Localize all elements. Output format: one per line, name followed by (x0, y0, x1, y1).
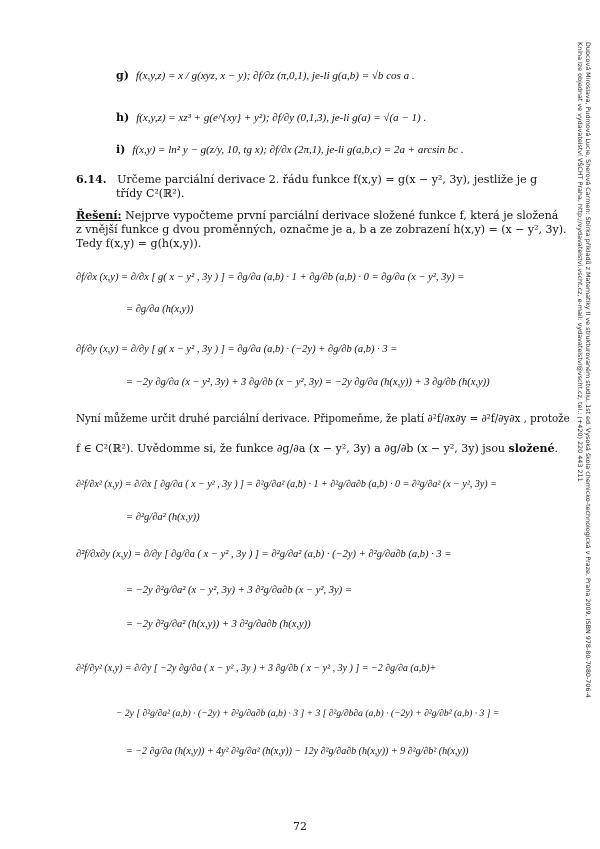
problem-i-text: f(x,y) = ln² y − g(z/y, 10, tg x); ∂f/∂x (2π,1), je-li g(a,b,c) = 2a + arcsin bc . (132, 144, 464, 156)
citation-line-1: Dubcová Miroslava, Pudmová Lucie, Sherová Carmen: Sbírka příkladů z Matematiky II ve strukturovaném studiu, 1st ed. Vysoká škola chemicko-technologická v Praze, Praha 2009, ISBN 978-80-7080-706-4 (584, 42, 592, 698)
problem-i-label: i) (116, 143, 126, 156)
solution-label: Řešení: (76, 209, 122, 222)
composed-text: f ∈ C²(ℝ²). Uvědomme si, že funkce ∂g/∂a (x − y², 3y) a ∂g/∂b (x − y², 3y) jsou (76, 442, 509, 455)
solution-text-1: Nejprve vypočteme první parciální derivace složené funkce f, která je složená (121, 209, 559, 222)
exercise-line-1 (76, 173, 537, 187)
equation-d2f-dx2-result: = ∂²g/∂a² (h(x,y)) (126, 512, 200, 523)
equation-d2f-dxdy-line2: = −2y ∂²g/∂a² (x − y², 3y) + 3 ∂²g/∂a∂b (x − y², 3y) = (126, 585, 352, 596)
equation-d2f-dy2: ∂²f/∂y² (x,y) = ∂/∂y [ −2y ∂g/∂a ( x − y² , 3y ) + 3 ∂g/∂b ( x − y² , 3y ) ] = −2 ∂g/∂a (a,b)+ (76, 663, 437, 674)
composed-period: . (554, 442, 558, 455)
problem-g (116, 69, 415, 83)
exercise-number: 6.14. (76, 173, 107, 186)
equation-d2f-dx2: ∂²f/∂x² (x,y) = ∂/∂x [ ∂g/∂a ( x − y² , 3y ) ] = ∂²g/∂a² (a,b) · 1 + ∂²g/∂a∂b (a,b) · 0 = ∂²g/∂a² (x − y², 3y) = (76, 479, 497, 490)
exercise-text-1: Určeme parciální derivace 2. řádu funkce f(x,y) = g(x − y², 3y), jestliže je g (117, 173, 538, 186)
problem-h (116, 111, 426, 125)
problem-i (116, 143, 464, 157)
problem-g-label: g) (116, 69, 129, 82)
page-number: 72 (293, 820, 307, 833)
equation-d2f-dxdy-result: = −2y ∂²g/∂a² (h(x,y)) + 3 ∂²g/∂a∂b (h(x,y)) (126, 619, 311, 630)
solution-text-2: z vnější funkce g dvou proměnných, označme je a, b a ze zobrazení h(x,y) = (x − y², 3y). (76, 223, 567, 236)
equation-d2f-dxdy: ∂²f/∂x∂y (x,y) = ∂/∂y [ ∂g/∂a ( x − y² , 3y ) ] = ∂²g/∂a² (a,b) · (−2y) + ∂²g/∂a∂b (a,b) · 3 = (76, 549, 452, 560)
citation-line-2: Kniha lze objednat ve vydavatelství VŠCHT Praha, http://vydavatelstvi.vscht.cz, e-mail: vydavatelstvi@vscht.cz, tel.: (+420) 220 443 211 (576, 42, 584, 482)
solution-text-3: Tedy f(x,y) = g(h(x,y)). (76, 237, 202, 250)
equation-df-dx-result: = ∂g/∂a (h(x,y)) (126, 304, 194, 315)
solution-line-1 (76, 209, 558, 223)
equation-d2f-dy2-line2: − 2y [ ∂²g/∂a² (a,b) · (−2y) + ∂²g/∂a∂b (a,b) · 3 ] + 3 [ ∂²g/∂b∂a (a,b) · (−2y) + ∂²g/∂b² (a,b) · 3 ] = (116, 708, 500, 719)
problem-h-label: h) (116, 111, 130, 124)
equation-d2f-dy2-result: = −2 ∂g/∂a (h(x,y)) + 4y² ∂²g/∂a² (h(x,y)) − 12y ∂²g/∂a∂b (h(x,y)) + 9 ∂²g/∂b² (h(x,y)) (126, 746, 469, 757)
paragraph-mixed-derivatives: Nyní můžeme určit druhé parciální derivace. Připomeňme, že platí ∂²f/∂x∂y = ∂²f/∂y∂x , protože (76, 412, 570, 425)
equation-df-dy-result: = −2y ∂g/∂a (x − y², 3y) + 3 ∂g/∂b (x − y², 3y) = −2y ∂g/∂a (h(x,y)) + 3 ∂g/∂b (h(x,y)) (126, 377, 490, 388)
exercise-text-2: třídy C²(ℝ²). (116, 187, 185, 200)
paragraph-composed-functions (76, 442, 558, 456)
citation-sidebar (576, 42, 596, 698)
composed-bold-word: složené (508, 442, 555, 455)
equation-df-dx: ∂f/∂x (x,y) = ∂/∂x [ g( x − y² , 3y ) ] = ∂g/∂a (a,b) · 1 + ∂g/∂b (a,b) · 0 = ∂g/∂a (x − y², 3y) = (76, 272, 465, 283)
problem-g-text: f(x,y,z) = x / g(xyz, x − y); ∂f/∂z (π,0,1), je-li g(a,b) = √b cos a . (135, 70, 415, 82)
equation-df-dy: ∂f/∂y (x,y) = ∂/∂y [ g( x − y² , 3y ) ] = ∂g/∂a (a,b) · (−2y) + ∂g/∂b (a,b) · 3 = (76, 344, 398, 355)
problem-h-text: f(x,y,z) = xz³ + g(e^{xy} + y²); ∂f/∂y (0,1,3), je-li g(a) = √(a − 1) . (136, 112, 427, 124)
